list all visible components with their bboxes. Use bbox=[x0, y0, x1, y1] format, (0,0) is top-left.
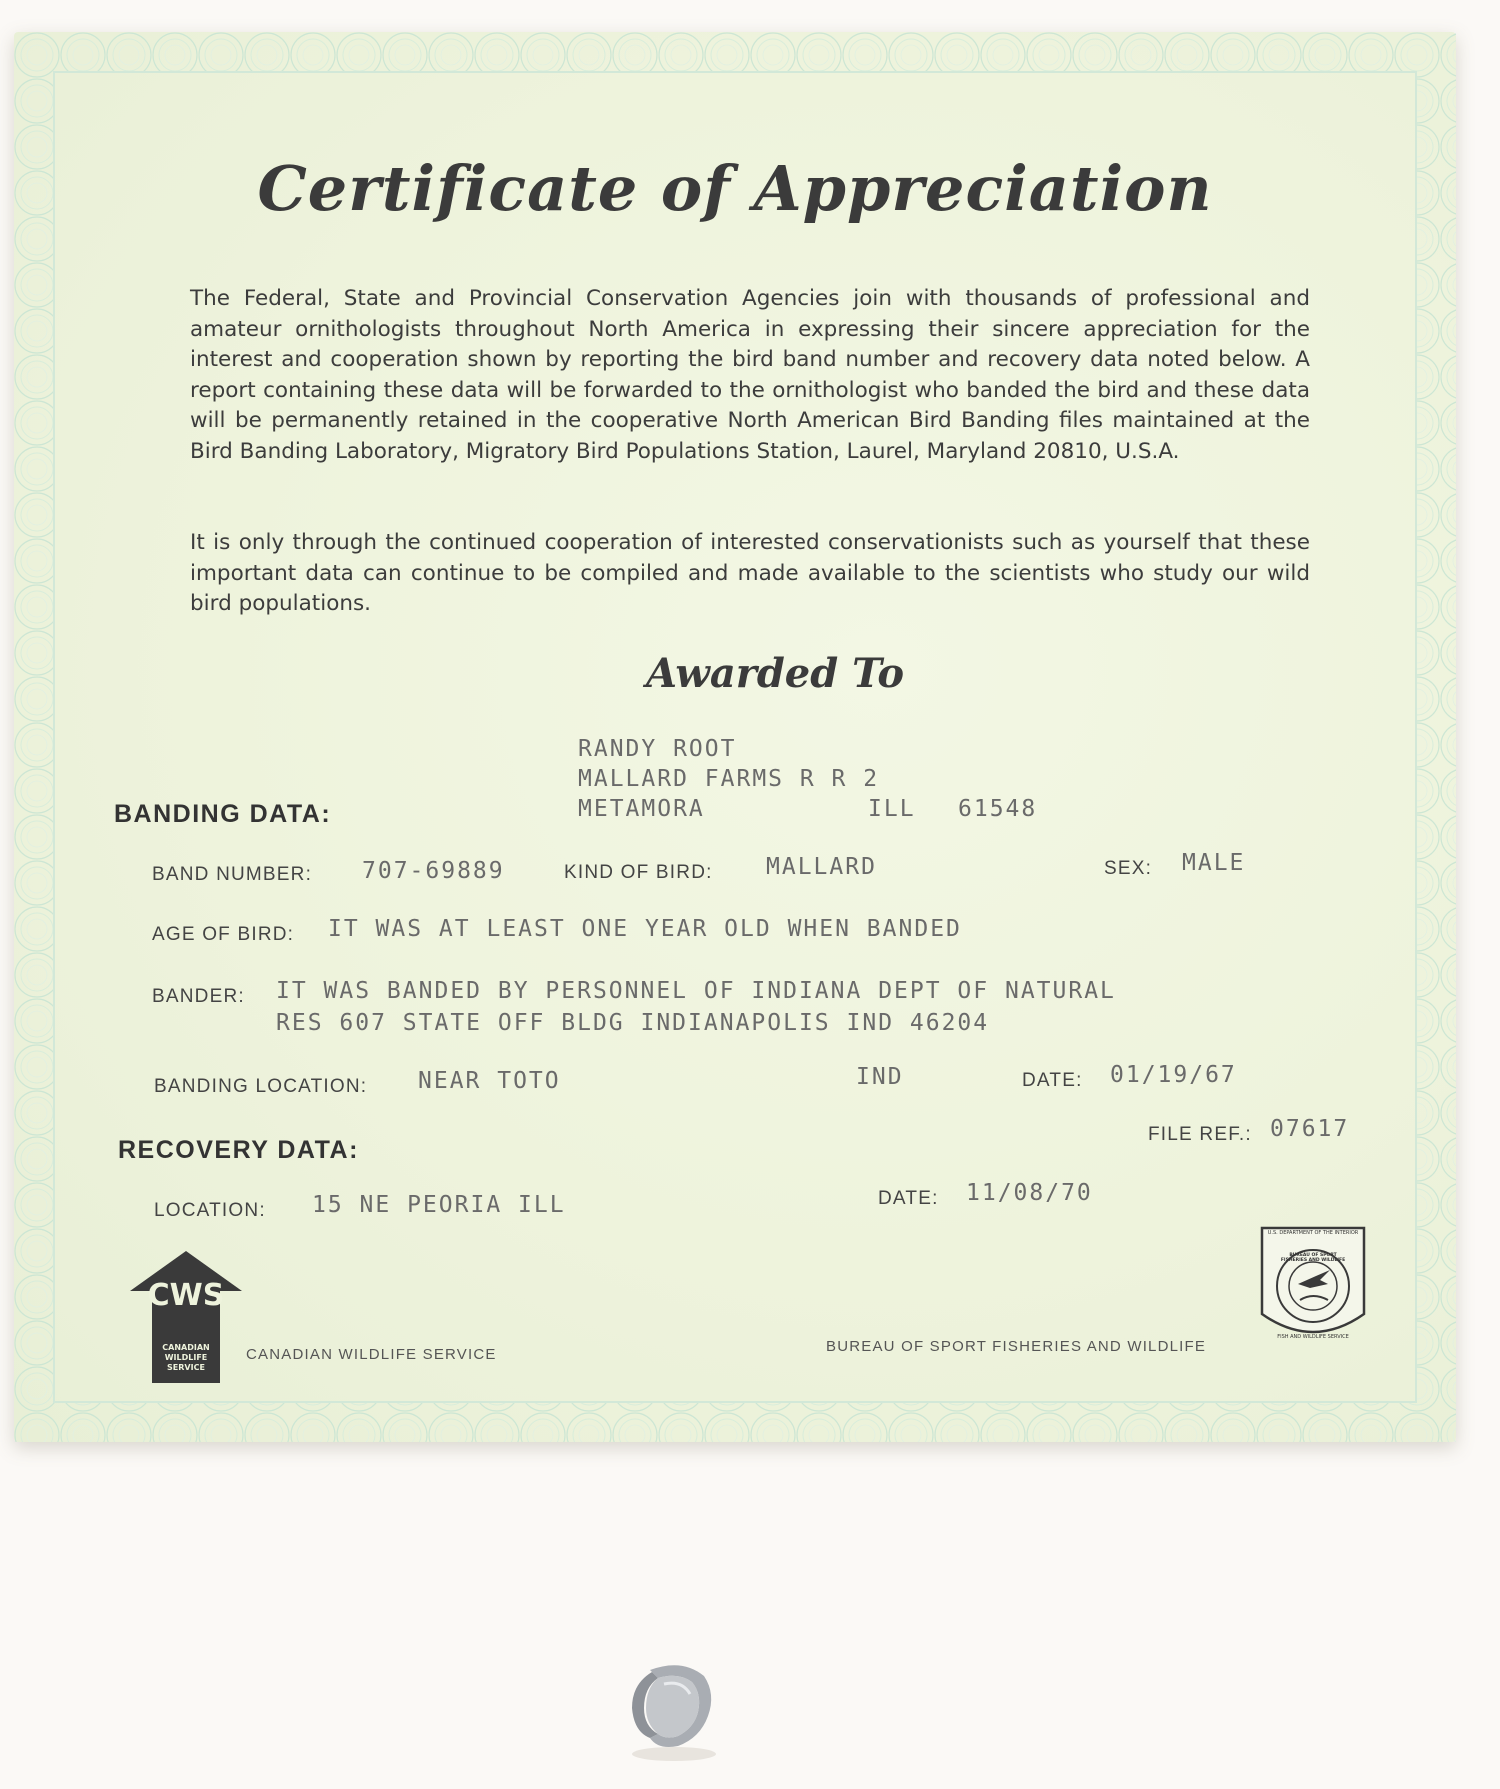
seal-ring-text: BUREAU OF SPORT FISHERIES AND WILDLIFE bbox=[1280, 1253, 1346, 1263]
recipient-state: ILL bbox=[868, 796, 916, 822]
recipient-zip: 61548 bbox=[958, 796, 1038, 822]
file-ref-value: 07617 bbox=[1270, 1116, 1350, 1142]
recovery-data-heading: RECOVERY DATA: bbox=[118, 1136, 359, 1164]
certificate-title: Certificate of Appreciation bbox=[257, 152, 1213, 225]
seal-bottom-text: FISH AND WILDLIFE SERVICE bbox=[1277, 1334, 1349, 1340]
band-number-value: 707-69889 bbox=[362, 858, 505, 884]
recipient-address bbox=[578, 734, 1038, 824]
banding-data-heading: BANDING DATA: bbox=[114, 800, 332, 828]
banding-date-label: DATE: bbox=[1022, 1070, 1083, 1091]
appreciation-paragraph: The Federal, State and Provincial Conservation Agencies join with thousands of professional and amateur ornithologists throughout North America in expressing their sincere appreciation for the interest and cooperation shown by reporting the bird band number and recovery data noted below. A report containing these data will be forwarded to the ornithologist who banded the bird and these data will be permanently retained in the cooperative North American Bird Banding files maintained at the Bird Banding Laboratory, Migratory Bird Populations Station, Laurel, Maryland 20810, U.S.A. bbox=[190, 286, 1310, 464]
sex-value: MALE bbox=[1182, 850, 1246, 876]
recipient-city: METAMORA bbox=[578, 796, 705, 822]
recovery-date-label: DATE: bbox=[878, 1188, 939, 1209]
recovery-location-value: 15 NE PEORIA ILL bbox=[312, 1192, 566, 1218]
cooperation-paragraph: It is only through the continued cooperation of interested conservationists such as yourself that these important data can continue to be compiled and made available to the scientists who study our wild bird populations. bbox=[190, 530, 1310, 616]
bureau-seal-icon bbox=[1258, 1222, 1368, 1352]
bird-band-ring bbox=[612, 1654, 732, 1764]
cws-logo-subtext: CANADIAN WILDLIFE SERVICE bbox=[162, 1343, 210, 1372]
seal-top-text: U.S. DEPARTMENT OF THE INTERIOR bbox=[1267, 1230, 1359, 1236]
banding-location-label: BANDING LOCATION: bbox=[154, 1076, 368, 1097]
banding-location-value: NEAR TOTO bbox=[418, 1068, 561, 1094]
cws-logo-text: CWS bbox=[147, 1278, 225, 1313]
recipient-name: RANDY ROOT bbox=[578, 736, 737, 762]
cws-name: CANADIAN WILDLIFE SERVICE bbox=[246, 1346, 497, 1363]
bureau-name: BUREAU OF SPORT FISHERIES AND WILDLIFE bbox=[826, 1338, 1207, 1355]
recipient-address-line: MALLARD FARMS R R 2 bbox=[578, 766, 880, 792]
age-of-bird-value: IT WAS AT LEAST ONE YEAR OLD WHEN BANDED bbox=[328, 916, 962, 942]
banding-location-state: IND bbox=[856, 1064, 904, 1090]
bander-value-line-1: IT WAS BANDED BY PERSONNEL OF INDIANA DEPT OF NATURAL bbox=[276, 978, 1116, 1004]
bander-value-line-2: RES 607 STATE OFF BLDG INDIANAPOLIS IND 46204 bbox=[276, 1010, 990, 1036]
cws-logo-icon bbox=[126, 1247, 246, 1387]
kind-of-bird-value: MALLARD bbox=[766, 854, 877, 880]
recipient-city-line bbox=[578, 794, 1038, 824]
bander-label: BANDER: bbox=[152, 986, 245, 1007]
band-number-label: BAND NUMBER: bbox=[152, 864, 313, 885]
kind-of-bird-label: KIND OF BIRD: bbox=[564, 862, 713, 883]
recovery-date-value: 11/08/70 bbox=[966, 1180, 1093, 1206]
recovery-location-label: LOCATION: bbox=[154, 1200, 266, 1221]
awarded-to-label: Awarded To bbox=[645, 650, 904, 697]
sex-label: SEX: bbox=[1104, 858, 1153, 879]
certificate bbox=[14, 32, 1456, 1442]
banding-date-value: 01/19/67 bbox=[1110, 1062, 1237, 1088]
file-ref-label: FILE REF.: bbox=[1148, 1124, 1252, 1145]
age-of-bird-label: AGE OF BIRD: bbox=[152, 924, 295, 945]
